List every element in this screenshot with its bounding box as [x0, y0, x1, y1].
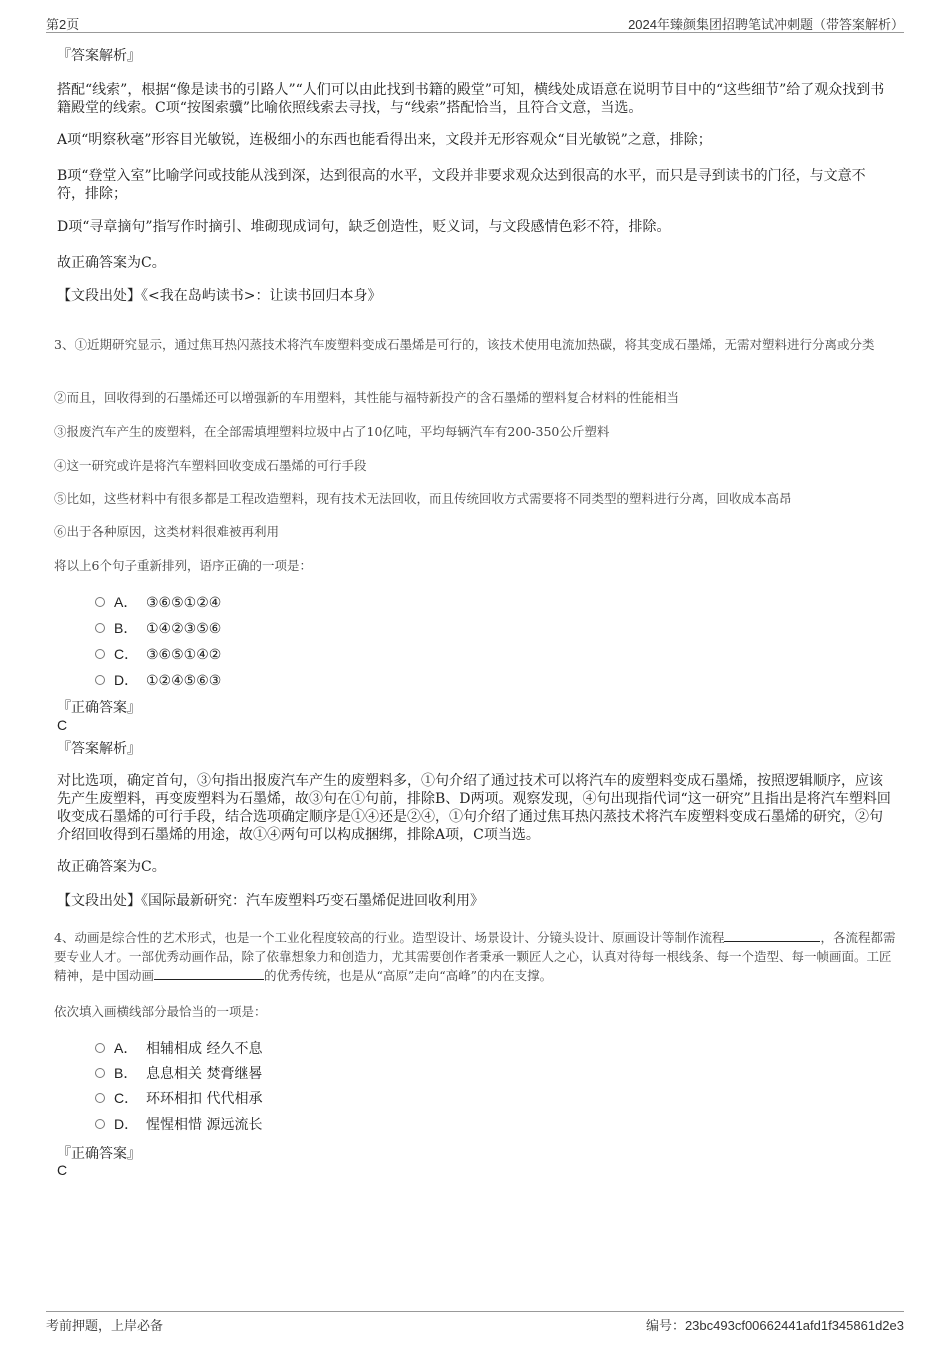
- q3-sentence-4: ④这一研究或许是将汽车塑料回收变成石墨烯的可行手段: [54, 458, 367, 473]
- q3-option-c[interactable]: C． ③⑥⑤①④②: [95, 645, 221, 664]
- q2-conclusion: 故正确答案为C。: [57, 255, 166, 271]
- q3-option-a[interactable]: A． ③⑥⑤①②④: [95, 593, 221, 612]
- q3-analysis-label: 『答案解析』: [57, 741, 141, 757]
- q4-option-c[interactable]: C． 环环相扣 代代相承: [95, 1089, 262, 1108]
- page-number: 第2页: [46, 17, 80, 32]
- q3-sentence-3: ③报废汽车产生的废塑料，在全部需填埋塑料垃圾中占了10亿吨，平均每辆汽车有200-350公斤塑料: [54, 424, 610, 439]
- q3-conclusion: 故正确答案为C。: [57, 859, 166, 875]
- document-id: 编号：23bc493cf00662441afd1f345861d2e3: [645, 1318, 904, 1333]
- q3-sentence-6: ⑥出于各种原因，这类材料很难被再利用: [54, 524, 280, 539]
- q2-analysis-paragraph-4: D项“寻章摘句”指写作时摘引、堆砌现成词句，缺乏创造性，贬义词，与文段感情色彩不符，排除。: [57, 219, 671, 235]
- q3-prompt: 将以上6个句子重新排列，语序正确的一项是：: [54, 558, 312, 573]
- q3-option-d[interactable]: D． ①②④⑤⑥③: [95, 671, 221, 690]
- q4-answer: C: [57, 1162, 68, 1178]
- q3-answer-label: 『正确答案』: [57, 700, 141, 716]
- radio-icon[interactable]: [95, 623, 105, 633]
- q3-analysis: 对比选项，确定首句，③句指出报废汽车产生的废塑料多，①句介绍了通过技术可以将汽车的废塑料变成石墨烯，按照逻辑顺序，应该先产生废塑料，再变废塑料为石墨烯，故③句在①句前，排除B、D两项。观察发现，④句出现指代词“这一研究”且指出是将汽车塑料回收变成石墨烯的可行手段，结合选项确定顺序是①④还是②④，①句介绍了通过焦耳热闪蒸技术将汽车废塑料变成石墨烯的研究，②句介绍回收得到石墨烯的用途，故①④两句可以构成捆绑，排除A项，C项当选。: [57, 773, 891, 843]
- radio-icon[interactable]: [95, 649, 105, 659]
- radio-icon[interactable]: [95, 597, 105, 607]
- q4-prompt: 依次填入画横线部分最恰当的一项是：: [54, 1004, 267, 1019]
- radio-icon[interactable]: [95, 1119, 105, 1129]
- q2-analysis-label: 『答案解析』: [57, 48, 141, 64]
- q3-answer: C: [57, 717, 68, 733]
- footer-slogan: 考前押题，上岸必备: [46, 1318, 164, 1333]
- q3-sentence-2: ②而且，回收得到的石墨烯还可以增强新的车用塑料，其性能与福特新投产的含石墨烯的塑料复合材料的性能相当: [54, 390, 680, 405]
- q4-option-d[interactable]: D． 惺惺相惜 源远流长: [95, 1115, 262, 1134]
- q2-source: 【文段出处】《<我在岛屿读书>：让读书回归本身》: [57, 288, 382, 304]
- q3-sentence-1: 3、①近期研究显示，通过焦耳热闪蒸技术将汽车废塑料变成石墨烯是可行的，该技术使用电流加热碳，将其变成石墨烯，无需对塑料进行分离或分类: [54, 337, 875, 352]
- q2-analysis-paragraph-1: 搭配“线索”，根据“像是读书的引路人”“人们可以由此找到书籍的殿堂”可知，横线处成语意在说明节目中的“这些细节”给了观众找到书籍殿堂的线索。C项“按图索骥”比喻依照线索去寻找，与“线索”搭配恰当，且符合文意，当选。: [57, 82, 885, 116]
- page-header: [46, 12, 904, 33]
- q4-option-a[interactable]: A． 相辅相成 经久不息: [95, 1039, 262, 1058]
- q3-source: 【文段出处】《国际最新研究：汽车废塑料巧变石墨烯促进回收利用》: [57, 893, 484, 909]
- radio-icon[interactable]: [95, 675, 105, 685]
- q2-analysis-paragraph-3: B项“登堂入室”比喻学问或技能从浅到深，达到很高的水平，文段并非要求观众达到很高的水平，而只是寻到读书的门径，与文意不符，排除；: [57, 168, 866, 202]
- blank-line-2: [154, 967, 264, 980]
- q4-stem: 4、动画是综合性的艺术形式，也是一个工业化程度较高的行业。造型设计、场景设计、分镜头设计、原画设计等制作流程 ，各流程都需要专业人才。一部优秀动画作品，除了依靠想象力和创造力，尤其需要创作者秉承一颗匠人之心，认真对待每一根线条、每一个造型、每一帧画面。工匠精神，是中国动画 的优秀传统，也是从“高原”走向“高峰”的内在支撑。: [54, 930, 896, 983]
- page-footer: [46, 1311, 904, 1334]
- blank-line-1: [724, 929, 820, 942]
- radio-icon[interactable]: [95, 1068, 105, 1078]
- q4-option-b[interactable]: B． 息息相关 焚膏继晷: [95, 1064, 262, 1083]
- q4-answer-label: 『正确答案』: [57, 1146, 141, 1162]
- radio-icon[interactable]: [95, 1043, 105, 1053]
- q3-option-b[interactable]: B． ①④②③⑤⑥: [95, 619, 221, 638]
- document-title: 2024年臻颜集团招聘笔试冲刺题（带答案解析）: [628, 17, 904, 32]
- q2-analysis-paragraph-2: A项“明察秋毫”形容目光敏锐，连极细小的东西也能看得出来，文段并无形容观众“目光敏锐”之意，排除；: [57, 132, 712, 148]
- q3-sentence-5: ⑤比如，这些材料中有很多都是工程改造塑料，现有技术无法回收，而且传统回收方式需要将不同类型的塑料进行分离，回收成本高昂: [54, 491, 792, 506]
- radio-icon[interactable]: [95, 1093, 105, 1103]
